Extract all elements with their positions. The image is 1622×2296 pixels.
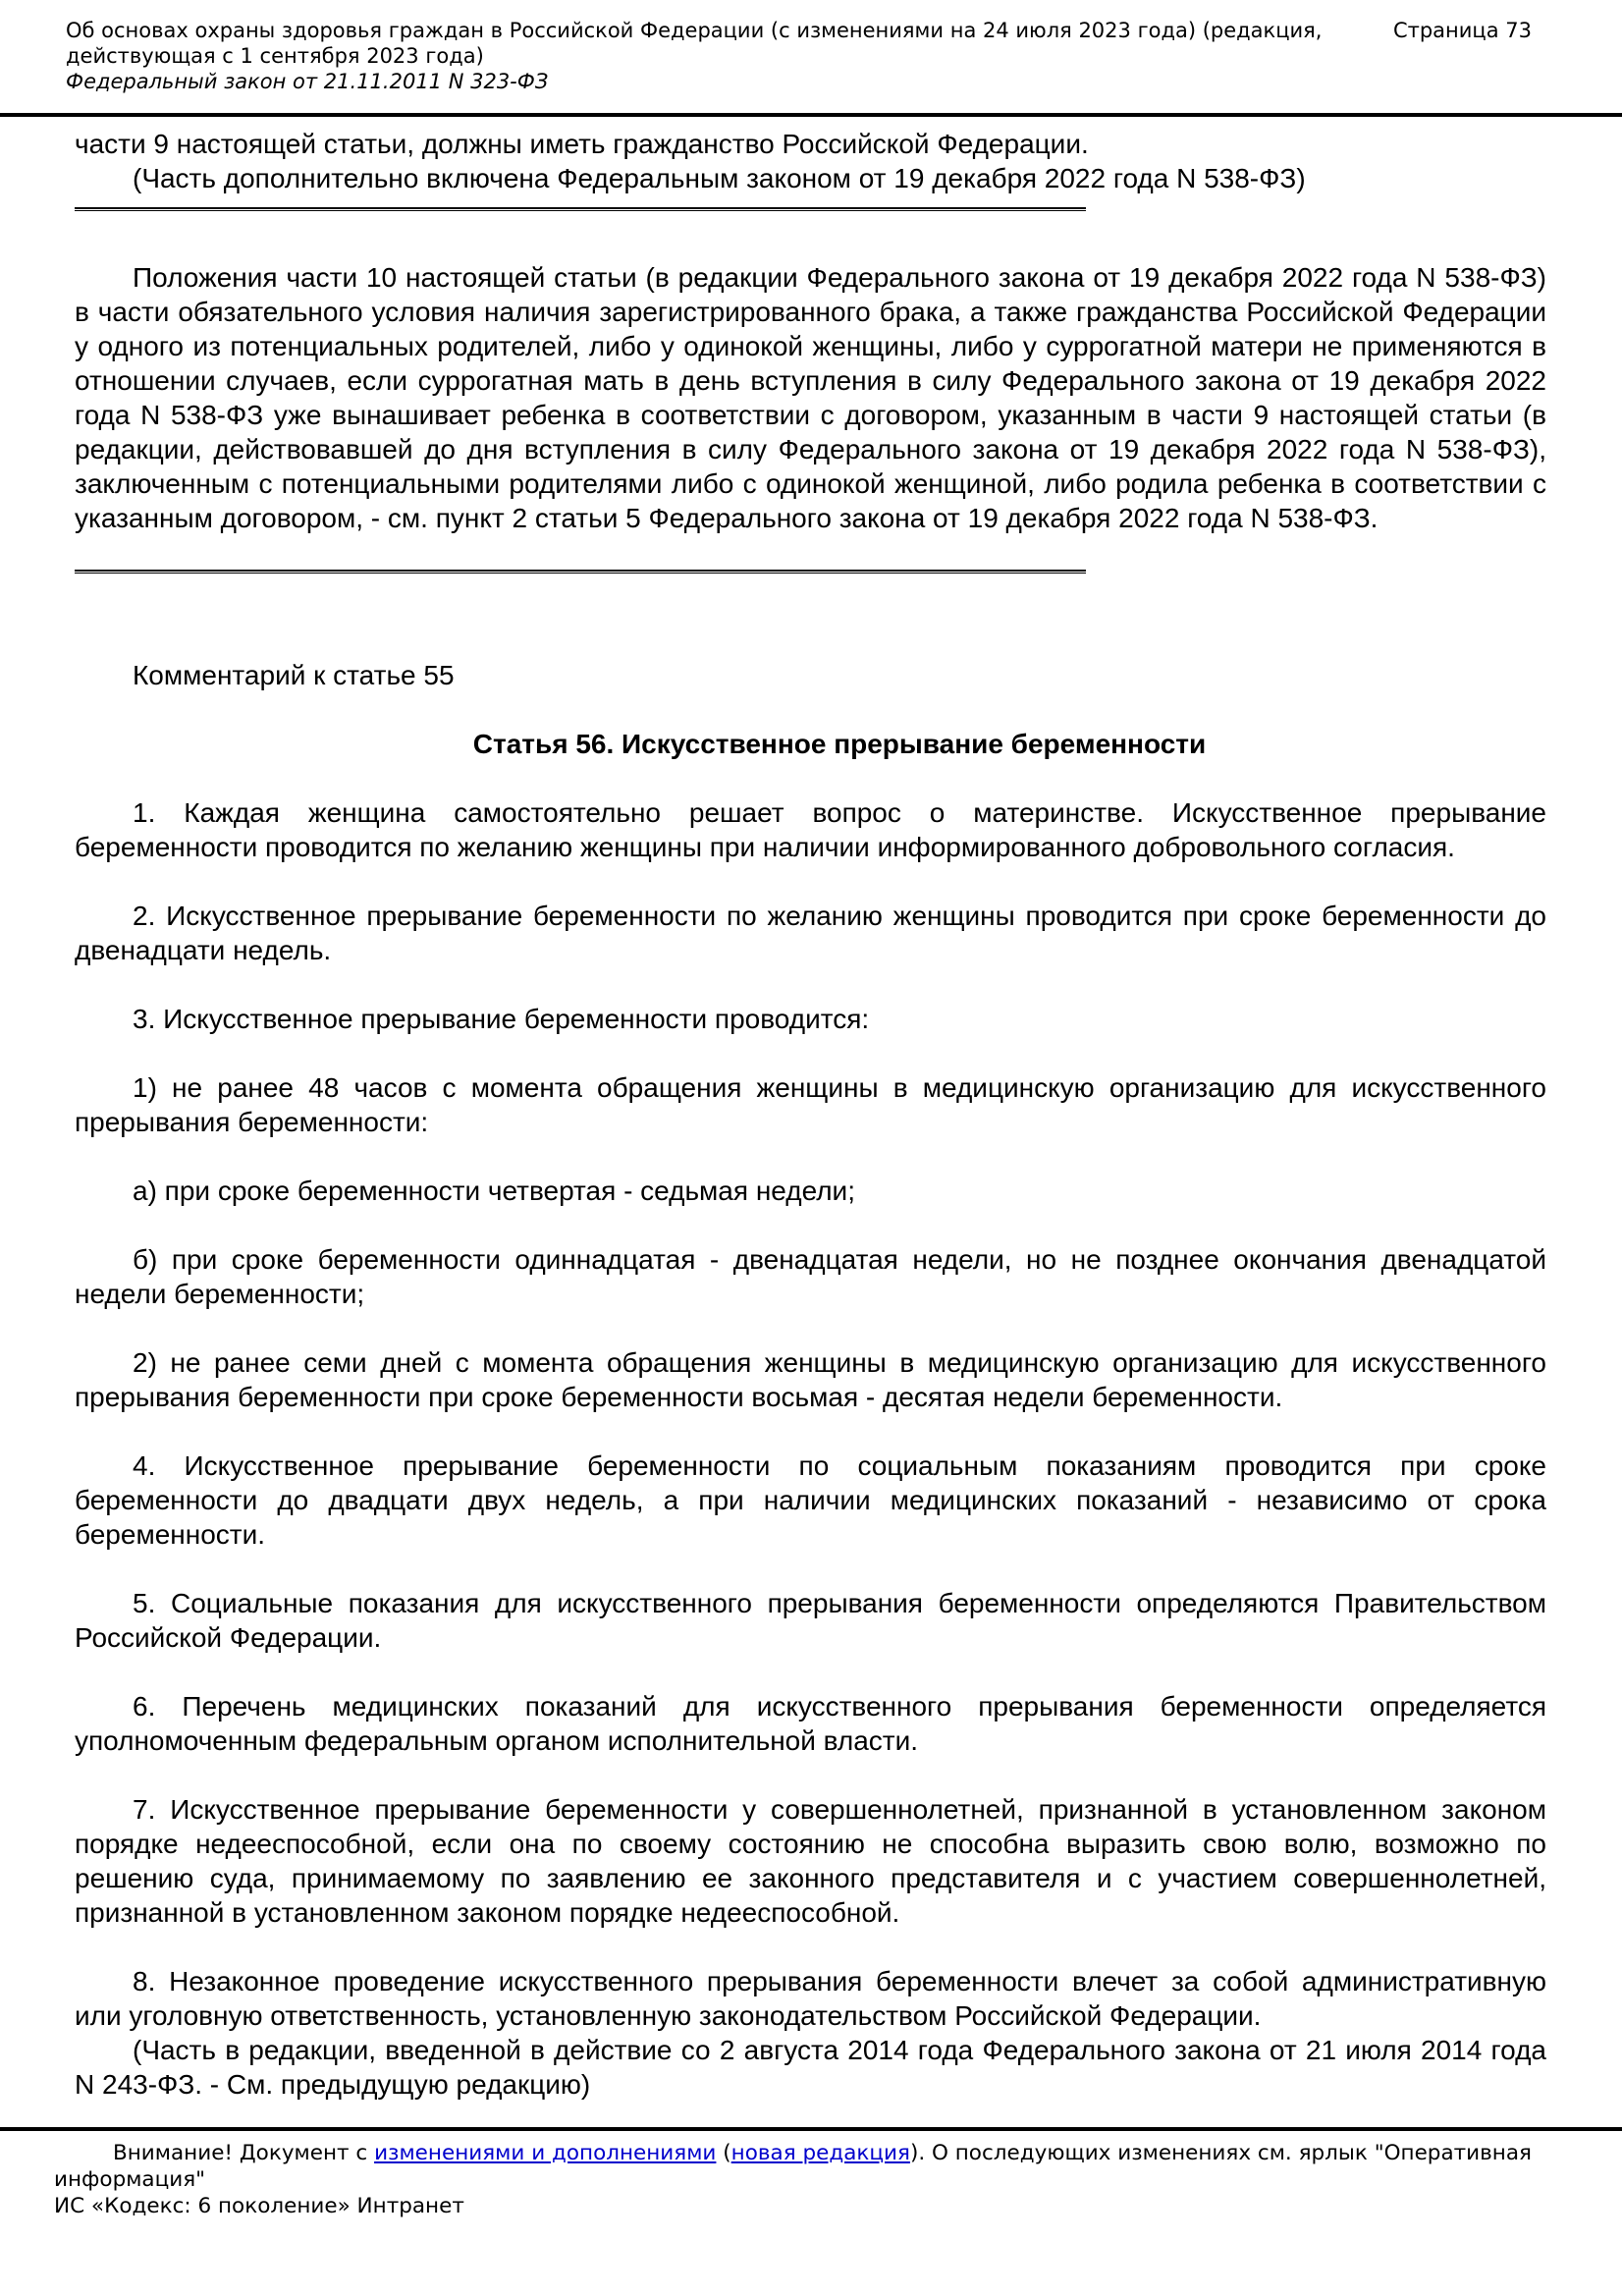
paragraph: 7. Искусственное прерывание беременности у совершеннолетней, признанной в установленном законом порядке недееспособной, если она по своему состоянию не способна выразить свою волю, возможно по решению суда, принимаемому по заявлению ее законного представителя и с участием совершеннолетней, признанной в установленном законом порядке недееспособной. (75, 1794, 1546, 1928)
new-edition-link[interactable]: новая редакция (730, 2141, 910, 2165)
comment-label: Комментарий к статье 55 (133, 660, 455, 690)
page-number: Страница 73 (1392, 19, 1532, 42)
footer-notice-suffix: ). О последующих изменениях см. ярлык "Оперативная информация" (54, 2141, 1532, 2192)
transition-provision-paragraph: Положения части 10 настоящей статьи (в редакции Федерального закона от 19 декабря 2022 года N 538-ФЗ) в части обязательного условия наличия зарегистрированного брака, а также гражданства Российской Федерации у одного из потенциальных родителей, либо у одинокой женщины, либо у суррогатной матери не применяются в отношении случаев, если суррогатная мать в день вступления в силу Федерального закона от 19 декабря 2022 года N 538-ФЗ уже вынашивает ребенка в соответствии с договором, указанным в части 9 настоящей статьи (в редакции, действовавшей до дня вступления в силу Федерального закона от 19 декабря 2022 года N 538-ФЗ), заключенным с потенциальными родителями либо с одинокой женщиной, либо родила ребенка в соответствии с указанным договором, - см. пункт 2 статьи 5 Федерального закона от 19 декабря 2022 года N 538-ФЗ. (75, 262, 1546, 533)
paragraph: 1. Каждая женщина самостоятельно решает вопрос о материнстве. Искусственное прерывание беременности проводится по желанию женщины при наличии информированного добровольного согласия. (75, 797, 1546, 862)
amendments-link[interactable]: изменениями и дополнениями (374, 2141, 717, 2165)
footer-notice (54, 2140, 1563, 2193)
paragraph: 4. Искусственное прерывание беременности по социальным показаниям проводится при сроке беременности до двадцати двух недель, а при наличии медицинских показаний - независимо от срока беременности. (75, 1450, 1546, 1550)
footer-source: ИС «Кодекс: 6 поколение» Интранет (54, 2194, 464, 2218)
paragraph: б) при сроке беременности одиннадцатая - двенадцатая недели, но не позднее окончания двенадцатой недели беременности; (75, 1244, 1546, 1309)
footer-notice-prefix: Внимание! Документ с (113, 2141, 375, 2165)
page-footer (0, 2127, 1622, 2219)
article-heading: Статья 56. Искусственное прерывание беременности (472, 729, 1207, 759)
paragraph: 3. Искусственное прерывание беременности проводится: (133, 1004, 870, 1034)
paragraph: 2. Искусственное прерывание беременности по желанию женщины проводится при сроке беременности до двенадцати недель. (75, 901, 1546, 965)
document-subtitle: Федеральный закон от 21.11.2011 N 323-ФЗ (66, 70, 549, 93)
document-title: Об основах охраны здоровья граждан в Российской Федерации (с изменениями на 24 июля 2023 года) (редакция, действующая с 1 сентября 2023 года) (66, 19, 1323, 68)
paragraph: 5. Социальные показания для искусственного прерывания беременности определяются Правительством Российской Федерации. (75, 1588, 1546, 1653)
footer-notice-mid: ( (716, 2141, 731, 2165)
paragraph: 1) не ранее 48 часов с момента обращения женщины в медицинскую организацию для искусственного прерывания беременности: (75, 1072, 1546, 1137)
paragraph: 2) не ранее семи дней с момента обращения женщины в медицинскую организацию для искусственного прерывания беременности при сроке беременности восьмая - десятая недели беременности. (75, 1347, 1546, 1412)
document-content (0, 117, 1622, 2102)
section-divider (75, 207, 1086, 211)
continuation-line: части 9 настоящей статьи, должны иметь гражданство Российской Федерации. (75, 129, 1089, 159)
header-title-block (66, 18, 1327, 94)
page-header (0, 0, 1622, 117)
paragraph: 6. Перечень медицинских показаний для искусственного прерывания беременности определяется уполномоченным федеральным органом исполнительной власти. (75, 1691, 1546, 1756)
paragraph: а) при сроке беременности четвертая - седьмая недели; (133, 1175, 855, 1206)
section-divider (75, 570, 1086, 574)
revision-note-paragraph: (Часть в редакции, введенной в действие со 2 августа 2014 года Федерального закона от 21 июля 2014 года N 243-ФЗ. - См. предыдущую редакцию) (75, 2035, 1546, 2100)
part-inclusion-note: (Часть дополнительно включена Федеральным законом от 19 декабря 2022 года N 538-ФЗ) (133, 163, 1306, 193)
paragraph: 8. Незаконное проведение искусственного прерывания беременности влечет за собой административную или уголовную ответственность, установленную законодательством Российской Федерации. (75, 1966, 1546, 2031)
